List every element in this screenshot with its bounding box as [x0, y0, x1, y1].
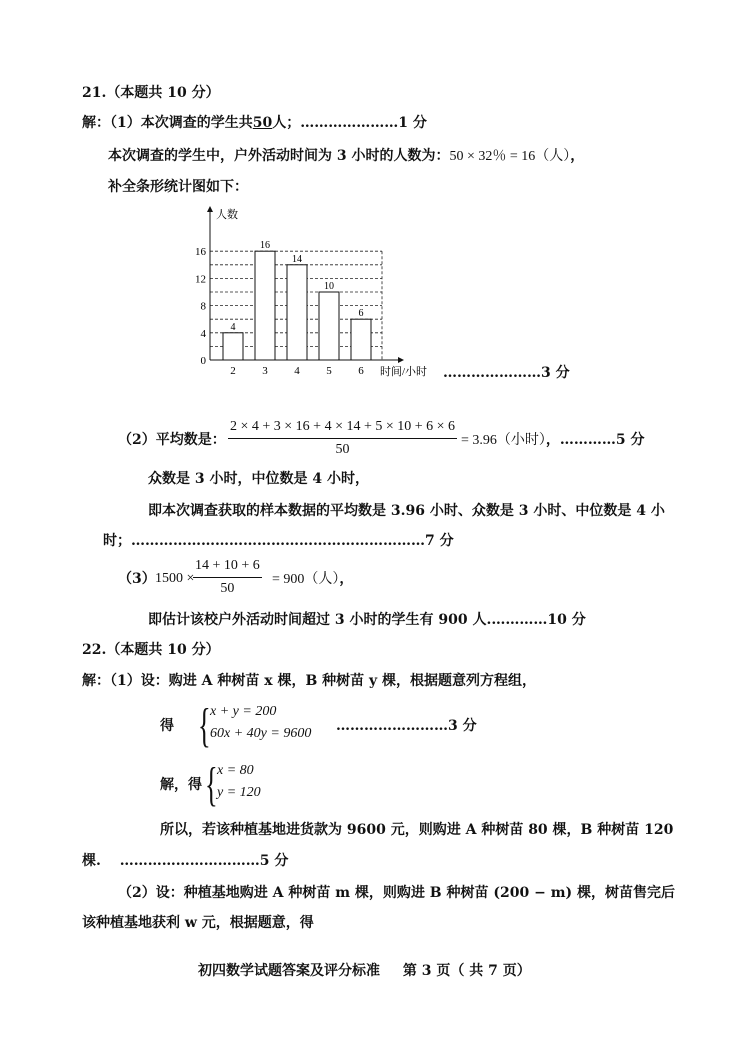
q21-estimate-conclusion-text: 即估计该校户外活动时间超过 3 小时的学生有 900 人.: [148, 612, 492, 628]
y-tick-label: 12: [195, 273, 206, 286]
q21-summary-line2-text: 时；: [103, 533, 131, 549]
q22-eq-label: 得: [160, 718, 174, 734]
footer-page-number: 第 3 页（ 共 7 页）: [402, 963, 531, 979]
q21-part2-label: （2）平均数是：: [118, 432, 226, 448]
left-brace-icon: {: [198, 699, 211, 752]
q22-part2-line2: 该种植基地获利 w 元，根据题意，得: [82, 915, 314, 931]
q21-line2-text: 本次调查的学生中，户外活动时间为 3 小时的人数为：: [108, 148, 450, 164]
q22-eq2: 60x + 40y = 9600: [210, 726, 312, 741]
q21-mean-denominator: 50: [335, 442, 350, 457]
q22-part1-line1: 解：（1）设：购进 A 种树苗 x 棵，B 种树苗 y 棵，根据题意列方程组，: [82, 673, 537, 689]
q21-estimate-result-line: [272, 569, 353, 590]
q21-mode-median: 众数是 3 小时，中位数是 4 小时，: [148, 471, 369, 487]
q21-part1-suffix: 人；: [272, 115, 301, 131]
x-axis-label: 时间/小时: [380, 366, 428, 378]
x-tick-label: 4: [294, 365, 300, 377]
q21-part1: [82, 113, 427, 133]
q22-eq1: x + y = 200: [210, 704, 277, 719]
q22-eq-score: ……………………3 分: [336, 718, 477, 734]
q21-part1-prefix: 解：（1）本次调查的学生共: [82, 115, 253, 131]
bar: [351, 319, 371, 360]
q21-part3-label: （3）: [118, 571, 156, 587]
q22-part2-line1: （2）设：种植基地购进 A 种树苗 m 棵，则购进 B 种树苗 (200 − m) 棵，树苗售完后: [118, 885, 676, 901]
q21-line2-math: 50 × 32％ = 16（人）: [449, 149, 571, 164]
y-tick-label: 16: [195, 246, 206, 259]
q21-part3-prefix: 1500 ×: [155, 571, 195, 586]
x-tick-label: 2: [230, 365, 236, 377]
bar-data-label: 14: [292, 253, 302, 265]
bar: [255, 251, 275, 360]
q21-heading: 21.（本题共 10 分）: [82, 85, 220, 101]
q21-mean-score: ，…………5 分: [545, 432, 645, 448]
q21-mean-numerator: 2 × 4 + 3 × 16 + 4 × 14 + 5 × 10 + 6 × 6: [228, 418, 457, 439]
q21-mean-fraction: [228, 418, 457, 459]
x-axis-arrow-icon: [398, 357, 404, 363]
q21-summary-line2: [103, 531, 454, 551]
bar-data-label: 6: [358, 308, 364, 320]
q22-conclusion2: 棵.: [82, 853, 101, 869]
q21-line2: [108, 146, 584, 167]
q21-summary-line: 即本次调查获取的样本数据的平均数是 3.96 小时、众数是 3 小时、中位数是 4 小: [148, 503, 665, 519]
y-tick-label: 0: [200, 355, 206, 367]
y-axis-label: 人数: [216, 209, 238, 221]
x-tick-label: 6: [358, 365, 364, 377]
q21-estimate-conclusion: [148, 610, 586, 630]
bar: [287, 265, 307, 360]
y-axis-arrow-icon: [207, 206, 213, 212]
q22-sol2: y = 120: [217, 785, 261, 800]
bar-chart: [190, 200, 450, 385]
y-tick-label: 8: [200, 300, 206, 313]
q22-sol1: x = 80: [217, 763, 254, 778]
q21-estimate-denominator: 50: [220, 581, 235, 596]
q22-heading: 22.（本题共 10 分）: [82, 642, 220, 658]
q21-chart-score: …………………3 分: [443, 365, 570, 381]
q21-estimate-score: …………10 分: [491, 612, 586, 628]
page-footer: [198, 960, 531, 980]
bar-data-label: 16: [260, 240, 270, 252]
q21-line3: 补全条形统计图如下：: [108, 179, 248, 195]
footer-title: 初四数学试题答案及评分标准: [198, 963, 380, 979]
q22-conclusion-score: …………………………5 分: [119, 853, 289, 869]
x-tick-label: 5: [326, 365, 332, 377]
bar: [223, 333, 243, 360]
q22-conclusion2-line: [82, 851, 288, 871]
bar: [319, 292, 339, 360]
q21-mean-result: = 3.96（小时）: [461, 433, 546, 448]
q21-estimate-fraction: [193, 557, 262, 598]
q21-line2-end: ，: [570, 148, 585, 164]
q21-total-students: 50: [252, 115, 273, 131]
q21-mean-result-line: [461, 430, 645, 451]
q21-estimate-end: ，: [339, 571, 354, 587]
x-tick-label: 3: [262, 365, 268, 377]
q21-estimate-numerator: 14 + 10 + 6: [193, 557, 262, 578]
q21-summary-score: ………………………………………………………7 分: [131, 533, 454, 549]
q22-sol-label: 解，得: [160, 777, 202, 793]
left-brace-icon: {: [205, 758, 218, 811]
y-tick-label: 4: [200, 327, 206, 340]
bar-data-label: 4: [230, 321, 236, 333]
q22-conclusion1: 所以，若该种植基地进货款为 9600 元，则购进 A 种树苗 80 棵，B 种树苗 120: [160, 822, 674, 838]
bar-data-label: 10: [324, 281, 334, 292]
q21-estimate-result: = 900（人）: [272, 572, 340, 587]
q21-part1-score: …………………1 分: [300, 115, 427, 131]
